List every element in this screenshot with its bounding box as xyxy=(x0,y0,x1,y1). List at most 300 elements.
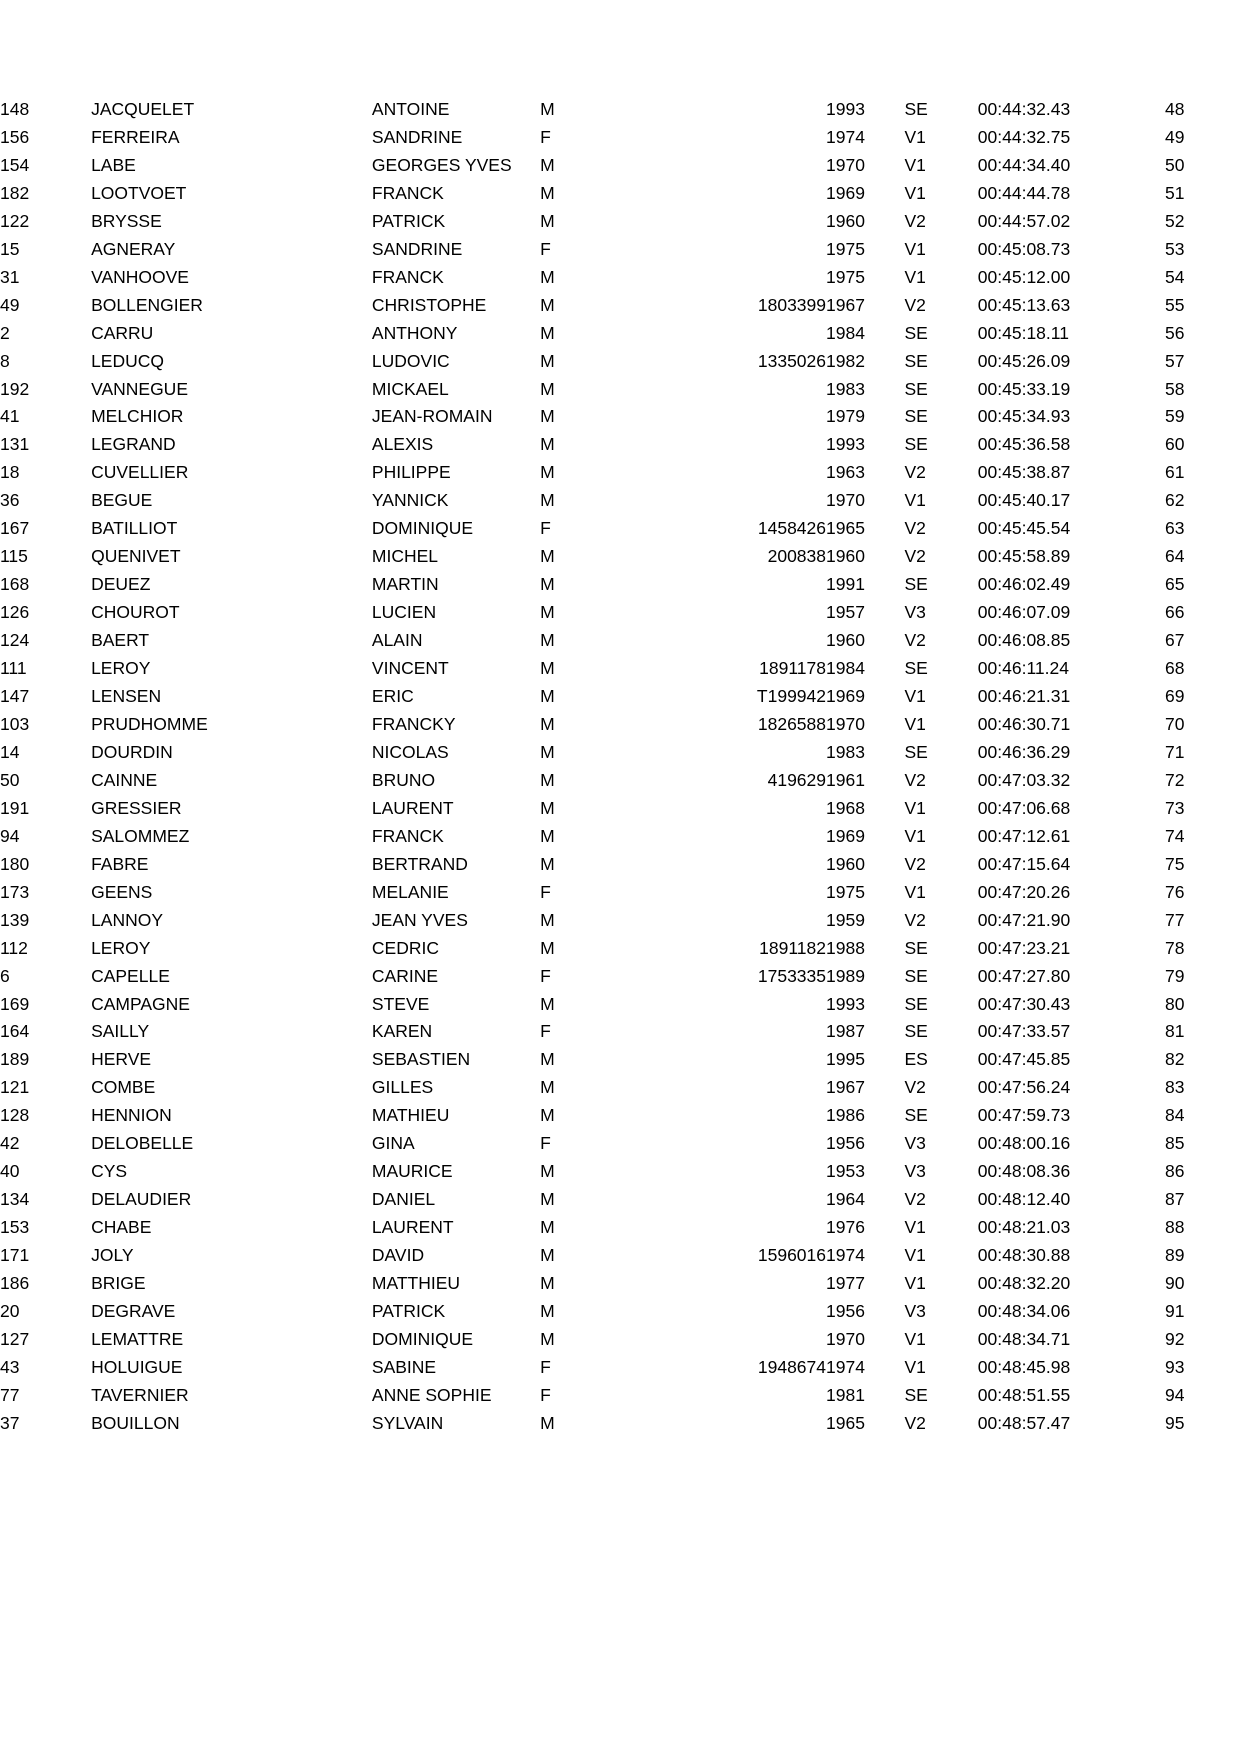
cell-rank: 66 xyxy=(1165,602,1185,623)
cell-first-name: ERIC xyxy=(371,686,414,707)
cell-last-name: GRESSIER xyxy=(91,797,182,818)
cell-time: 00:48:12.40 xyxy=(977,1189,1071,1210)
cell-sex: M xyxy=(540,154,555,175)
table-row xyxy=(0,1074,1241,1102)
cell-time: 00:44:32.75 xyxy=(977,126,1071,147)
cell-time: 00:46:02.49 xyxy=(977,574,1071,595)
cell-birth-year: 1974 xyxy=(826,1245,865,1266)
cell-rank: 67 xyxy=(1165,630,1185,651)
cell-bib: 173 xyxy=(0,881,30,902)
cell-last-name: JACQUELET xyxy=(91,99,195,119)
table-row xyxy=(0,571,1241,599)
cell-first-name: LUDOVIC xyxy=(371,350,450,371)
cell-time: 00:48:30.88 xyxy=(977,1245,1071,1266)
cell-rank: 65 xyxy=(1165,574,1185,595)
table-row xyxy=(0,403,1241,431)
cell-bib: 134 xyxy=(0,1189,30,1210)
table-row xyxy=(0,459,1241,487)
cell-bib: 8 xyxy=(0,350,10,371)
cell-licence: 1826588 xyxy=(757,713,827,734)
cell-rank: 95 xyxy=(1165,1412,1185,1433)
cell-sex: F xyxy=(540,238,551,259)
cell-last-name: CUVELLIER xyxy=(91,462,189,483)
cell-rank: 83 xyxy=(1165,1077,1185,1098)
cell-first-name: PATRICK xyxy=(371,210,446,231)
cell-licence xyxy=(677,1326,826,1354)
cell-last-name: VANNEGUE xyxy=(91,378,188,399)
cell-time: 00:48:57.47 xyxy=(977,1412,1071,1433)
cell-category: V1 xyxy=(904,797,926,818)
cell-sex: M xyxy=(540,350,555,371)
cell-last-name: CYS xyxy=(91,1161,128,1182)
cell-birth-year: 1970 xyxy=(826,713,865,734)
cell-sex: M xyxy=(540,741,555,762)
cell-sex: M xyxy=(540,1328,555,1349)
table-row xyxy=(0,180,1241,208)
table-row xyxy=(0,1102,1241,1130)
cell-licence xyxy=(677,571,826,599)
table-row xyxy=(0,711,1241,739)
cell-first-name: DAVID xyxy=(371,1245,425,1266)
cell-category: SE xyxy=(904,1105,928,1126)
cell-category: V1 xyxy=(904,126,926,147)
cell-birth-year: 1960 xyxy=(826,630,865,651)
cell-time: 00:45:36.58 xyxy=(977,434,1071,455)
cell-first-name: SEBASTIEN xyxy=(371,1049,471,1070)
cell-category: V1 xyxy=(904,713,926,734)
cell-bib: 31 xyxy=(0,266,20,287)
table-row xyxy=(0,599,1241,627)
cell-licence xyxy=(677,627,826,655)
cell-rank: 56 xyxy=(1165,322,1185,343)
cell-licence xyxy=(677,991,826,1019)
cell-time: 00:47:06.68 xyxy=(977,797,1071,818)
table-row xyxy=(0,1242,1241,1270)
cell-category: V1 xyxy=(904,1217,926,1238)
cell-bib: 115 xyxy=(0,546,28,567)
cell-bib: 180 xyxy=(0,853,30,874)
cell-rank: 61 xyxy=(1165,462,1185,483)
cell-time: 00:47:21.90 xyxy=(977,909,1071,930)
cell-birth-year: 1967 xyxy=(826,294,865,315)
cell-birth-year: 1961 xyxy=(826,769,865,790)
cell-last-name: LEGRAND xyxy=(91,434,176,455)
cell-sex: M xyxy=(540,686,555,707)
cell-birth-year: 1976 xyxy=(826,1217,865,1238)
cell-rank: 69 xyxy=(1165,686,1185,707)
cell-rank: 64 xyxy=(1165,546,1185,567)
cell-last-name: TAVERNIER xyxy=(91,1384,189,1405)
cell-bib: 191 xyxy=(0,797,30,818)
cell-bib: 42 xyxy=(0,1133,20,1154)
cell-sex: M xyxy=(540,1412,555,1433)
cell-birth-year: 1993 xyxy=(826,993,865,1014)
cell-licence: 1596016 xyxy=(757,1245,827,1266)
cell-rank: 59 xyxy=(1165,406,1185,427)
cell-time: 00:45:08.73 xyxy=(977,238,1071,259)
cell-sex: F xyxy=(540,1356,551,1377)
cell-first-name: GILLES xyxy=(371,1077,434,1098)
cell-category: V1 xyxy=(904,266,926,287)
cell-last-name: LEDUCQ xyxy=(91,350,165,371)
cell-first-name: MATTHIEU xyxy=(371,1273,461,1294)
cell-bib: 153 xyxy=(0,1217,30,1238)
cell-first-name: STEVE xyxy=(371,993,430,1014)
cell-bib: 121 xyxy=(0,1077,30,1098)
cell-licence xyxy=(677,264,826,292)
cell-birth-year: 1963 xyxy=(826,462,865,483)
cell-time: 00:45:45.54 xyxy=(977,518,1071,539)
cell-birth-year: 1965 xyxy=(826,518,865,539)
cell-first-name: FRANCK xyxy=(371,266,444,287)
cell-licence xyxy=(677,180,826,208)
cell-birth-year: 1975 xyxy=(826,881,865,902)
cell-last-name: LABE xyxy=(91,154,136,175)
table-row xyxy=(0,1354,1241,1382)
cell-last-name: JOLY xyxy=(91,1245,134,1266)
cell-first-name: SANDRINE xyxy=(371,238,463,259)
cell-category: V1 xyxy=(904,686,926,707)
cell-category: V2 xyxy=(904,1077,926,1098)
table-row xyxy=(0,935,1241,963)
cell-licence xyxy=(677,320,826,348)
cell-licence: 200838 xyxy=(767,546,827,567)
cell-bib: 50 xyxy=(0,769,20,790)
cell-rank: 68 xyxy=(1165,658,1185,679)
cell-bib: 103 xyxy=(0,713,30,734)
cell-category: SE xyxy=(904,350,928,371)
cell-last-name: CARRU xyxy=(91,322,154,343)
cell-time: 00:45:40.17 xyxy=(977,490,1071,511)
table-row xyxy=(0,823,1241,851)
cell-bib: 14 xyxy=(0,741,20,762)
cell-rank: 92 xyxy=(1165,1328,1185,1349)
cell-licence: 419629 xyxy=(767,769,827,790)
cell-category: SE xyxy=(904,1384,928,1405)
cell-bib: 36 xyxy=(0,490,20,511)
cell-birth-year: 1970 xyxy=(826,154,865,175)
cell-bib: 168 xyxy=(0,574,30,595)
cell-last-name: HERVE xyxy=(91,1049,152,1070)
table-row xyxy=(0,1410,1241,1438)
cell-birth-year: 1970 xyxy=(826,490,865,511)
results-table xyxy=(0,96,1241,1438)
cell-rank: 89 xyxy=(1165,1245,1185,1266)
cell-first-name: LAURENT xyxy=(371,1217,454,1238)
cell-category: SE xyxy=(904,434,928,455)
cell-first-name: LUCIEN xyxy=(371,602,437,623)
cell-rank: 72 xyxy=(1165,769,1185,790)
cell-birth-year: 1960 xyxy=(826,210,865,231)
cell-rank: 63 xyxy=(1165,518,1185,539)
cell-sex: M xyxy=(540,937,555,958)
cell-birth-year: 1979 xyxy=(826,406,865,427)
cell-sex: M xyxy=(540,1245,555,1266)
cell-time: 00:46:21.31 xyxy=(977,686,1071,707)
cell-sex: M xyxy=(540,462,555,483)
cell-licence xyxy=(677,1270,826,1298)
cell-licence xyxy=(677,879,826,907)
cell-bib: 182 xyxy=(0,182,30,203)
table-row xyxy=(0,1186,1241,1214)
cell-licence xyxy=(677,376,826,404)
cell-first-name: PATRICK xyxy=(371,1300,446,1321)
cell-category: V1 xyxy=(904,1245,926,1266)
cell-bib: 111 xyxy=(0,658,27,679)
cell-rank: 71 xyxy=(1165,741,1185,762)
cell-last-name: BEGUE xyxy=(91,490,153,511)
cell-birth-year: 1956 xyxy=(826,1133,865,1154)
cell-licence xyxy=(677,431,826,459)
cell-category: V2 xyxy=(904,853,926,874)
cell-licence xyxy=(677,1298,826,1326)
cell-bib: 18 xyxy=(0,462,20,483)
cell-sex: M xyxy=(540,378,555,399)
cell-rank: 70 xyxy=(1165,713,1185,734)
cell-sex: M xyxy=(540,490,555,511)
cell-time: 00:44:34.40 xyxy=(977,154,1071,175)
cell-last-name: CAPELLE xyxy=(91,965,170,986)
cell-category: V2 xyxy=(904,909,926,930)
cell-category: V2 xyxy=(904,462,926,483)
cell-last-name: SAILLY xyxy=(91,1021,150,1042)
cell-last-name: FERREIRA xyxy=(91,126,180,147)
cell-licence xyxy=(677,1214,826,1242)
cell-time: 00:46:07.09 xyxy=(977,602,1071,623)
cell-category: SE xyxy=(904,741,928,762)
table-row xyxy=(0,124,1241,152)
cell-licence xyxy=(677,1130,826,1158)
cell-licence xyxy=(677,1382,826,1410)
cell-last-name: HENNION xyxy=(91,1105,172,1126)
cell-category: V2 xyxy=(904,1189,926,1210)
cell-time: 00:46:08.85 xyxy=(977,630,1071,651)
cell-time: 00:48:32.20 xyxy=(977,1273,1071,1294)
cell-licence xyxy=(677,1158,826,1186)
cell-time: 00:46:36.29 xyxy=(977,741,1071,762)
cell-sex: M xyxy=(540,1077,555,1098)
cell-bib: 128 xyxy=(0,1105,30,1126)
cell-rank: 90 xyxy=(1165,1273,1185,1294)
cell-category: SE xyxy=(904,99,928,119)
cell-first-name: DOMINIQUE xyxy=(371,1328,474,1349)
cell-category: V2 xyxy=(904,1412,926,1433)
cell-rank: 82 xyxy=(1165,1049,1185,1070)
cell-first-name: LAURENT xyxy=(371,797,454,818)
cell-category: V1 xyxy=(904,1273,926,1294)
cell-last-name: BRIGE xyxy=(91,1273,146,1294)
cell-licence: 1891178 xyxy=(759,658,827,679)
cell-first-name: MAURICE xyxy=(371,1161,453,1182)
cell-category: V1 xyxy=(904,490,926,511)
cell-first-name: KAREN xyxy=(371,1021,433,1042)
cell-bib: 6 xyxy=(0,965,10,986)
cell-licence: 1803399 xyxy=(757,294,827,315)
cell-sex: M xyxy=(540,1300,555,1321)
cell-licence xyxy=(677,1410,826,1438)
cell-birth-year: 1983 xyxy=(826,378,865,399)
cell-licence xyxy=(677,208,826,236)
cell-licence xyxy=(677,599,826,627)
cell-time: 00:48:45.98 xyxy=(977,1356,1071,1377)
table-row xyxy=(0,264,1241,292)
cell-category: ES xyxy=(904,1049,928,1070)
cell-rank: 53 xyxy=(1165,238,1185,259)
cell-sex: M xyxy=(540,99,555,119)
cell-rank: 88 xyxy=(1165,1217,1185,1238)
cell-category: V3 xyxy=(904,602,926,623)
cell-licence xyxy=(677,124,826,152)
table-row xyxy=(0,739,1241,767)
cell-licence xyxy=(677,152,826,180)
cell-sex: M xyxy=(540,630,555,651)
cell-birth-year: 1993 xyxy=(826,434,865,455)
cell-licence: 1891182 xyxy=(759,937,827,958)
cell-last-name: LANNOY xyxy=(91,909,164,930)
cell-first-name: ANTHONY xyxy=(371,322,458,343)
table-row xyxy=(0,1270,1241,1298)
cell-time: 00:46:30.71 xyxy=(977,713,1071,734)
table-row xyxy=(0,1298,1241,1326)
cell-rank: 86 xyxy=(1165,1161,1185,1182)
cell-rank: 87 xyxy=(1165,1189,1185,1210)
cell-time: 00:45:12.00 xyxy=(977,266,1071,287)
cell-time: 00:47:12.61 xyxy=(977,825,1071,846)
cell-first-name: MICHEL xyxy=(371,546,439,567)
cell-bib: 37 xyxy=(0,1412,20,1433)
cell-sex: F xyxy=(540,518,551,539)
cell-category: SE xyxy=(904,574,928,595)
cell-birth-year: 1969 xyxy=(826,182,865,203)
cell-category: V3 xyxy=(904,1133,926,1154)
cell-bib: 131 xyxy=(0,434,30,455)
cell-rank: 57 xyxy=(1165,350,1185,371)
cell-sex: M xyxy=(540,434,555,455)
cell-first-name: SANDRINE xyxy=(371,126,463,147)
cell-first-name: FRANCK xyxy=(371,182,444,203)
cell-time: 00:45:58.89 xyxy=(977,546,1071,567)
cell-time: 00:45:34.93 xyxy=(977,406,1071,427)
cell-rank: 55 xyxy=(1165,294,1185,315)
cell-last-name: PRUDHOMME xyxy=(91,713,208,734)
cell-birth-year: 1981 xyxy=(826,1384,865,1405)
cell-first-name: BERTRAND xyxy=(371,853,468,874)
table-row xyxy=(0,907,1241,935)
cell-rank: 76 xyxy=(1165,881,1185,902)
cell-time: 00:45:26.09 xyxy=(977,350,1071,371)
cell-category: V2 xyxy=(904,518,926,539)
cell-bib: 15 xyxy=(0,238,20,259)
cell-rank: 94 xyxy=(1165,1384,1185,1405)
cell-bib: 147 xyxy=(0,686,30,707)
cell-birth-year: 1977 xyxy=(826,1273,865,1294)
cell-bib: 40 xyxy=(0,1161,20,1182)
cell-sex: M xyxy=(540,1189,555,1210)
cell-rank: 50 xyxy=(1165,154,1185,175)
cell-bib: 2 xyxy=(0,322,10,343)
cell-sex: M xyxy=(540,825,555,846)
cell-licence xyxy=(677,1046,826,1074)
table-row xyxy=(0,96,1241,124)
cell-sex: M xyxy=(540,797,555,818)
cell-last-name: BOLLENGIER xyxy=(91,294,203,315)
cell-category: V2 xyxy=(904,769,926,790)
cell-licence xyxy=(677,795,826,823)
cell-category: SE xyxy=(904,965,928,986)
cell-bib: 112 xyxy=(0,937,28,958)
table-row xyxy=(0,487,1241,515)
cell-sex: F xyxy=(540,1133,551,1154)
cell-category: V2 xyxy=(904,546,926,567)
cell-licence xyxy=(677,487,826,515)
cell-last-name: HOLUIGUE xyxy=(91,1356,183,1377)
cell-rank: 80 xyxy=(1165,993,1185,1014)
cell-first-name: ANNE SOPHIE xyxy=(371,1384,492,1405)
cell-last-name: BRYSSE xyxy=(91,210,162,231)
table-row xyxy=(0,655,1241,683)
cell-birth-year: 1970 xyxy=(826,1328,865,1349)
table-row xyxy=(0,152,1241,180)
cell-bib: 164 xyxy=(0,1021,30,1042)
cell-first-name: NICOLAS xyxy=(371,741,449,762)
cell-birth-year: 1969 xyxy=(826,686,865,707)
cell-sex: F xyxy=(540,965,551,986)
cell-first-name: MELANIE xyxy=(371,881,449,902)
cell-first-name: ANTOINE xyxy=(371,99,450,119)
cell-sex: M xyxy=(540,266,555,287)
cell-category: V1 xyxy=(904,825,926,846)
cell-birth-year: 1995 xyxy=(826,1049,865,1070)
cell-time: 00:48:21.03 xyxy=(977,1217,1071,1238)
cell-licence xyxy=(677,236,826,264)
cell-sex: M xyxy=(540,713,555,734)
cell-first-name: VINCENT xyxy=(371,658,449,679)
cell-last-name: AGNERAY xyxy=(91,238,176,259)
cell-time: 00:48:34.71 xyxy=(977,1328,1071,1349)
table-row xyxy=(0,543,1241,571)
cell-birth-year: 1984 xyxy=(826,658,865,679)
cell-category: V2 xyxy=(904,630,926,651)
table-row xyxy=(0,963,1241,991)
cell-category: V3 xyxy=(904,1161,926,1182)
cell-licence: 1335026 xyxy=(757,350,827,371)
cell-time: 00:47:20.26 xyxy=(977,881,1071,902)
cell-rank: 84 xyxy=(1165,1105,1185,1126)
cell-category: V1 xyxy=(904,154,926,175)
cell-time: 00:47:15.64 xyxy=(977,853,1071,874)
cell-licence: 1458426 xyxy=(757,518,827,539)
cell-last-name: COMBE xyxy=(91,1077,156,1098)
cell-birth-year: 1965 xyxy=(826,1412,865,1433)
cell-category: SE xyxy=(904,993,928,1014)
cell-birth-year: 1989 xyxy=(826,965,865,986)
cell-first-name: CARINE xyxy=(371,965,439,986)
cell-sex: M xyxy=(540,182,555,203)
cell-birth-year: 1982 xyxy=(826,350,865,371)
cell-last-name: QUENIVET xyxy=(91,546,181,567)
cell-licence xyxy=(677,823,826,851)
cell-sex: F xyxy=(540,1021,551,1042)
cell-first-name: ALAIN xyxy=(371,630,423,651)
cell-licence xyxy=(677,403,826,431)
cell-first-name: JEAN-ROMAIN xyxy=(371,406,493,427)
cell-category: SE xyxy=(904,1021,928,1042)
cell-last-name: CHABE xyxy=(91,1217,152,1238)
cell-licence: 1753335 xyxy=(757,965,827,986)
cell-category: SE xyxy=(904,378,928,399)
cell-last-name: LEROY xyxy=(91,658,151,679)
cell-sex: M xyxy=(540,1049,555,1070)
